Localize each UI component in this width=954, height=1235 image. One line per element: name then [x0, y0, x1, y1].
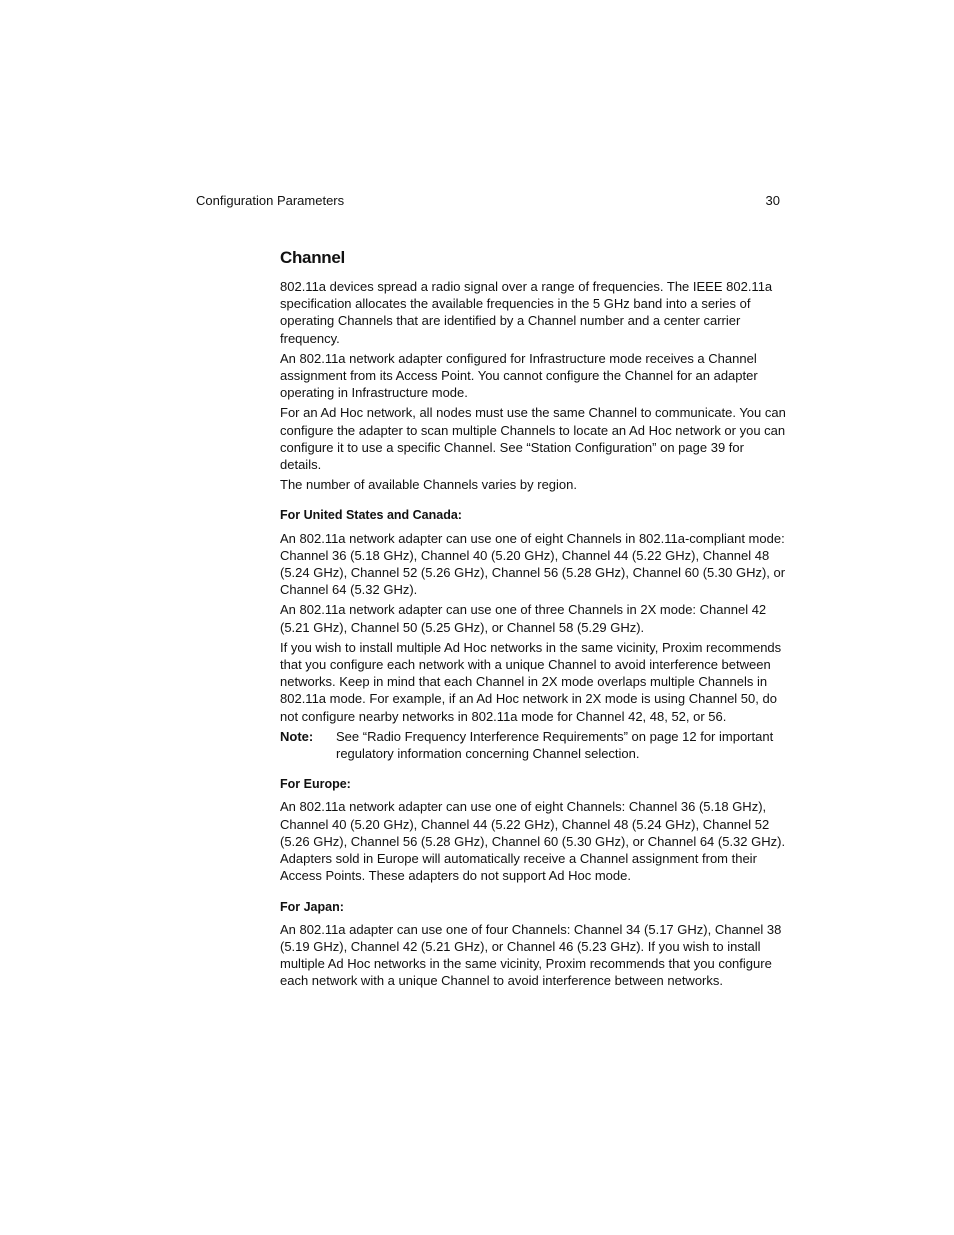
- us-paragraph-2: An 802.11a network adapter can use one of three Channels in 2X mode: Channel 42 (5.21 GHz), Channel 50 (5.25 GHz), or Channel 58 (5.29 GHz).: [280, 602, 767, 635]
- intro-paragraph-1: 802.11a devices spread a radio signal over a range of frequencies. The IEEE 802.11a specification allocates the available frequencies in the 5 GHz band into a series of operating Channels that are identified by a Channel number and a center carrier frequency.: [280, 279, 773, 346]
- us-paragraph-1: An 802.11a network adapter can use one of eight Channels in 802.11a-compliant mode: Channel 36 (5.18 GHz), Channel 40 (5.20 GHz), Channel 44 (5.22 GHz), Channel 48 (5.24 GHz), Channel 52 (5.26 GHz), Channel 56 (5.28 GHz), Channel 60 (5.30 GHz), or Channel 64 (5.32 GHz).: [280, 530, 786, 598]
- intro-paragraph-3: For an Ad Hoc network, all nodes must use the same Channel to communicate. You can configure the adapter to scan multiple Channels to locate an Ad Hoc network or you can configure it to use a specific Channel. See “Station Configuration” on page 39 for details.: [280, 405, 786, 473]
- europe-heading: For Europe:: [280, 777, 351, 792]
- section-title: Channel: [280, 248, 345, 267]
- page-number: 30: [765, 193, 780, 208]
- note-label: Note:: [280, 728, 314, 744]
- running-title: Configuration Parameters: [196, 193, 345, 208]
- note-text: See “Radio Frequency Interference Requirements” on page 12 for important regulatory information concerning Channel selection.: [336, 728, 774, 762]
- us-paragraph-3: If you wish to install multiple Ad Hoc networks in the same vicinity, Proxim recommends that you configure each network with a unique Channel to avoid interference between networks. Keep in mind that each Channel in 2X mode overlaps multiple Channels in 802.11a mode. For example, if an Ad Hoc network in 2X mode is using Channel 50, do not configure nearby networks in 802.11a mode for Channel 42, 48, 52, or 56.: [280, 639, 782, 724]
- us-canada-heading: For United States and Canada:: [280, 508, 462, 523]
- page-content: [280, 247, 786, 993]
- intro-paragraph-4: The number of available Channels varies by region.: [280, 477, 578, 493]
- running-header: [196, 192, 780, 209]
- intro-paragraph-2: An 802.11a network adapter configured for Infrastructure mode receives a Channel assignment from its Access Point. You cannot configure the Channel for an adapter operating in Infrastructure mode.: [280, 350, 758, 401]
- note-block: [280, 728, 786, 762]
- europe-paragraph: An 802.11a network adapter can use one of eight Channels: Channel 36 (5.18 GHz), Channel 40 (5.20 GHz), Channel 44 (5.22 GHz), Channel 48 (5.24 GHz), Channel 52 (5.26 GHz), Channel 56 (5.28 GHz), Channel 60 (5.30 GHz), or Channel 64 (5.32 GHz). Adapters sold in Europe will automatically receive a Channel assignment from their Access Points. These adapters do not support Ad Hoc mode.: [280, 799, 786, 884]
- japan-paragraph: An 802.11a adapter can use one of four Channels: Channel 34 (5.17 GHz), Channel 38 (5.19 GHz), Channel 42 (5.21 GHz), or Channel 46 (5.23 GHz). If you wish to install multiple Ad Hoc networks in the same vicinity, Proxim recommends that you configure each network with a unique Channel to avoid interference between networks.: [280, 921, 782, 989]
- japan-heading: For Japan:: [280, 899, 344, 914]
